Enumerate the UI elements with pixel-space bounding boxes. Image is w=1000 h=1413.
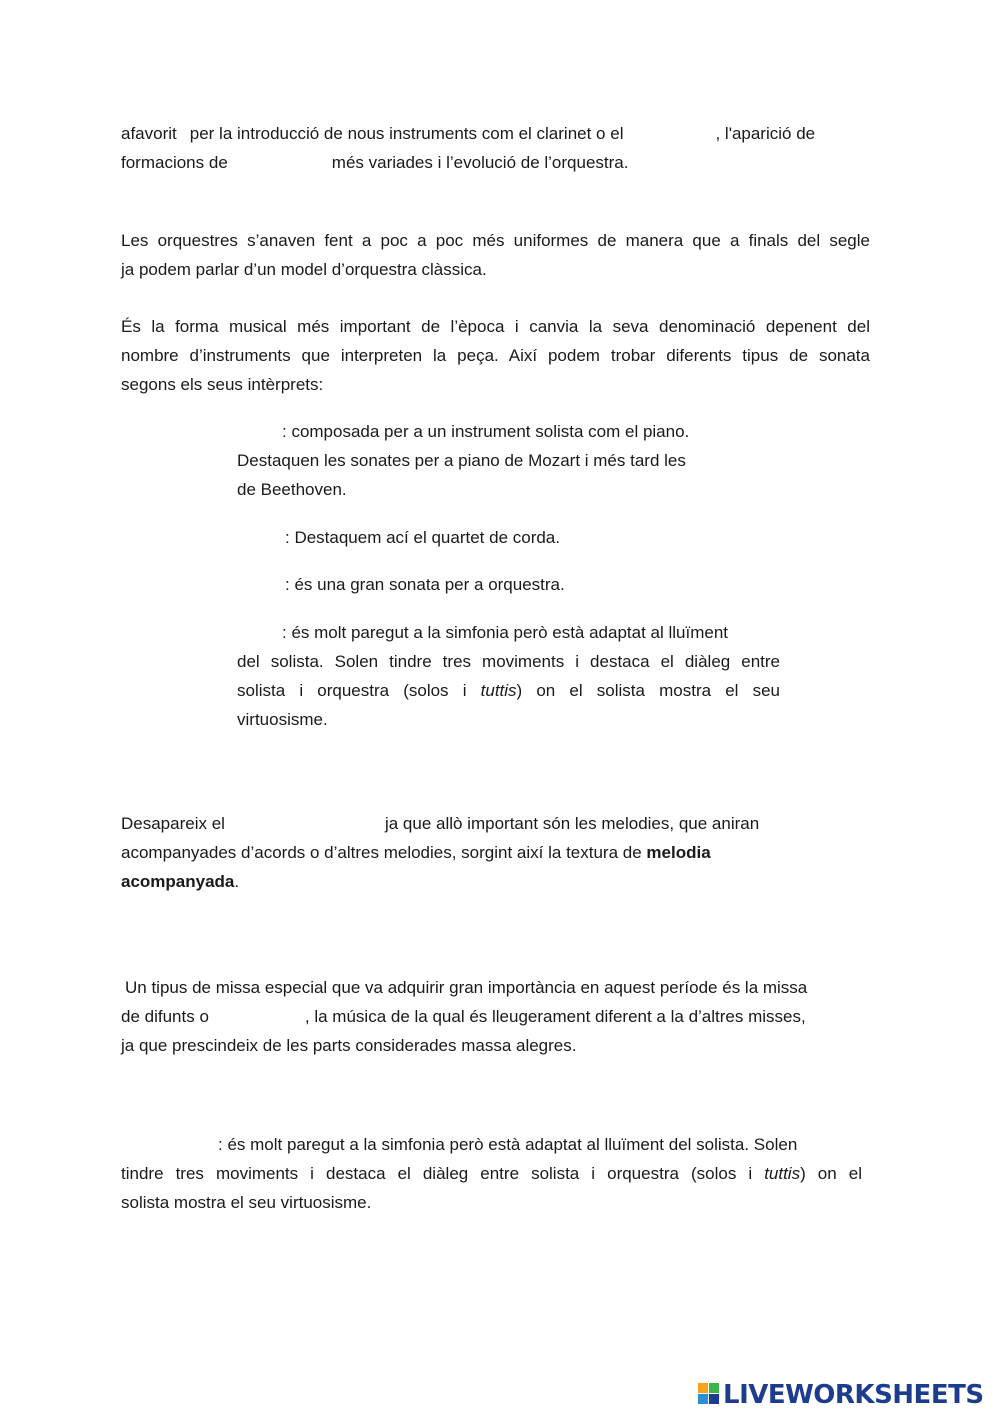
p1-text: més variades i l’evolució de l’orquestra.	[331, 153, 629, 172]
answer-blank-sonata-2[interactable]	[237, 528, 285, 548]
answer-blank-concert[interactable]	[121, 1135, 218, 1155]
sonata-item4-line1: : és molt paregut a la simfonia però està adaptat al lluïment	[282, 623, 729, 642]
answer-blank-continuo[interactable]	[225, 814, 385, 834]
p1-line1	[121, 124, 815, 144]
sonata-item4-text: ) on el solista mostra el seu	[516, 681, 780, 700]
sonata-item4-italic: tuttis	[480, 681, 517, 700]
p6-line3: solista mostra el seu virtuosisme.	[121, 1193, 372, 1212]
p1-text: formacions de	[121, 153, 228, 172]
p3-line3: segons els seus intèrprets:	[121, 375, 324, 394]
p4-bold: acompanyada	[121, 872, 235, 891]
sonata-item1-line3: de Beethoven.	[237, 480, 347, 499]
sonata-item1-line2: Destaquen les sonates per a piano de Mozart i més tard les	[237, 451, 686, 470]
answer-blank-sonata-1[interactable]	[237, 422, 282, 442]
p6-text: ) on el	[800, 1164, 862, 1183]
p4-line1	[121, 814, 759, 834]
answer-blank-sonata-4[interactable]	[237, 623, 282, 643]
answer-blank-requiem[interactable]	[209, 1007, 305, 1027]
p6-line1: : és molt paregut a la simfonia però està adaptat al lluïment del solista. Solen	[218, 1135, 798, 1154]
p4-text: ja que allò important són les melodies, que aniran	[384, 814, 760, 833]
p1-text: , l'aparició de	[715, 124, 816, 143]
p4-bold: melodia	[646, 843, 711, 862]
p4-line2	[121, 843, 711, 863]
p6-text: tindre tres moviments i destaca el diàleg entre solista i orquestra (solos i	[121, 1164, 753, 1183]
p4-text: Desapareix el	[121, 814, 225, 833]
sonata-item1-line1: : composada per a un instrument solista com el piano.	[282, 422, 690, 441]
p6-line2	[121, 1164, 862, 1184]
answer-blank-instrument[interactable]	[623, 124, 715, 144]
p5-text: de difunts o	[121, 1007, 209, 1026]
p3-line1: És la forma musical més important de l’època i canvia la seva denominació depenent del	[121, 317, 870, 336]
sonata-item4-line4: virtuosisme.	[237, 710, 328, 729]
sonata-item2: : Destaquem ací el quartet de corda.	[285, 528, 560, 547]
liveworksheets-mark-icon	[698, 1383, 720, 1407]
sonata-item4-line2: del solista. Solen tindre tres moviments i destaca el diàleg entre	[237, 652, 780, 671]
p4-text: acompanyades d’acords o d’altres melodies, sorgint així la textura de	[121, 843, 642, 862]
p5-line2	[121, 1007, 806, 1027]
p5-line3: ja que prescindeix de les parts considerades massa alegres.	[121, 1036, 577, 1055]
sonata-item3: : és una gran sonata per a orquestra.	[285, 575, 565, 594]
p5-line1: Un tipus de missa especial que va adquirir gran importància en aquest període és la missa	[125, 978, 808, 997]
p1-line2	[121, 153, 628, 173]
p2-line2: ja podem parlar d’un model d’orquestra clàssica.	[121, 260, 487, 279]
p4-line3	[121, 872, 239, 892]
answer-blank-formations[interactable]	[228, 153, 332, 173]
p2-line1: Les orquestres s’anaven fent a poc a poc més uniformes de manera que a finals del segle	[121, 231, 870, 250]
answer-blank-sonata-3[interactable]	[237, 575, 285, 595]
sonata-item4-text: solista i orquestra (solos i	[237, 681, 467, 700]
sonata-item4-line3	[237, 681, 780, 701]
liveworksheets-logo	[698, 1380, 984, 1410]
p5-text: , la música de la qual és lleugerament diferent a la d’altres misses,	[304, 1007, 806, 1026]
p4-text: .	[234, 872, 240, 891]
p6-italic: tuttis	[764, 1164, 801, 1183]
p3-line2: nombre d’instruments que interpreten la peça. Així podem trobar diferents tipus de sonata	[121, 346, 870, 365]
p1-text: afavorit	[121, 124, 177, 143]
liveworksheets-wordmark: LIVEWORKSHEETS	[723, 1380, 984, 1410]
p1-text: per la introducció de nous instruments com el clarinet o el	[189, 124, 624, 143]
